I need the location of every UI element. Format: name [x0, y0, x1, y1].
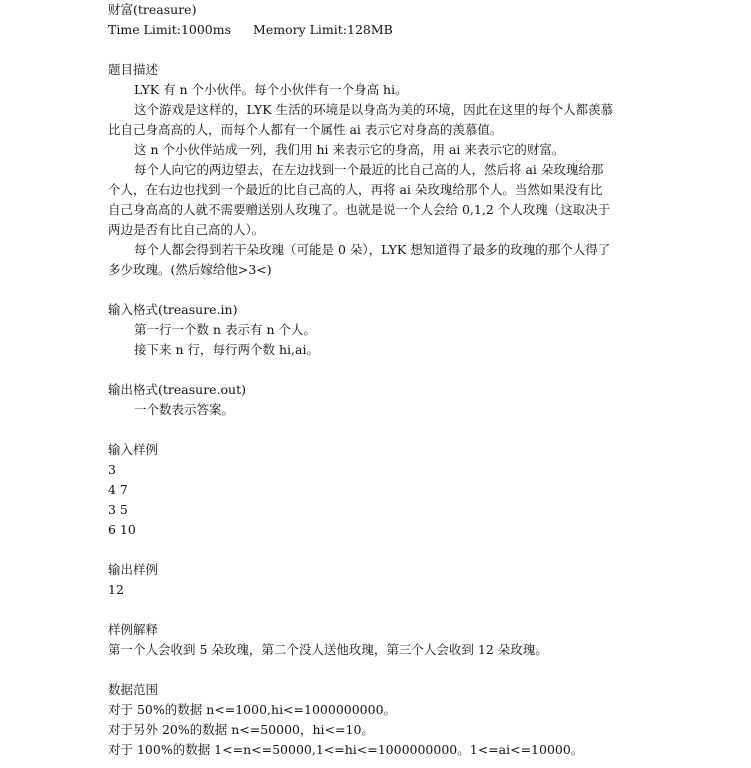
sample-output-line: 12 [108, 582, 124, 597]
description-line: 多少玫瑰。(然后嫁给他>3<) [108, 262, 272, 277]
spacer [108, 660, 648, 680]
description-line: 每个人都会得到若干朵玫瑰（可能是 0 朵），LYK 想知道得了最多的玫瑰的那个人得了 [134, 242, 611, 257]
sample-input-heading: 输入样例 [108, 442, 159, 457]
spacer [108, 40, 648, 60]
description-line: LYK 有 n 个小伙伴。每个小伙伴有一个身高 hi。 [134, 82, 408, 97]
description-line: 比自己身高高的人，而每个人都有一个属性 ai 表示它对身高的羡慕值。 [108, 122, 503, 137]
input-format-line: 接下来 n 行，每行两个数 hi,ai。 [134, 342, 319, 357]
input-format-line: 第一行一个数 n 表示有 n 个人。 [134, 322, 316, 337]
problem-title: 财富(treasure) [108, 2, 197, 17]
sample-output-heading: 输出样例 [108, 562, 159, 577]
explanation-heading: 样例解释 [108, 622, 159, 637]
sample-input-line: 3 [108, 462, 116, 477]
memory-limit: Memory Limit:128MB [253, 22, 393, 37]
spacer [108, 360, 648, 380]
limits-row [108, 20, 648, 40]
explanation-line: 第一个人会收到 5 朵玫瑰，第二个没人送他玫瑰，第三个人会收到 12 朵玫瑰。 [108, 642, 548, 657]
description-heading: 题目描述 [108, 62, 159, 77]
description-line: 这 n 个小伙伴站成一列，我们用 hi 来表示它的身高，用 ai 来表示它的财富。 [134, 142, 565, 157]
description-line: 自己身高高的人就不需要赠送别人玫瑰了。也就是说一个人会给 0,1,2 个人玫瑰（这取决于 [108, 202, 611, 217]
spacer [108, 420, 648, 440]
problem-document [108, 0, 648, 760]
description-line: 个人，在右边也找到一个最近的比自己高的人，再将 ai 朵玫瑰给那个人。当然如果没有比 [108, 182, 603, 197]
constraints-line: 对于 100%的数据 1<=n<=50000,1<=hi<=1000000000。1<=ai<=10000。 [108, 742, 584, 757]
input-format-heading: 输入格式(treasure.in) [108, 302, 238, 317]
spacer [108, 280, 648, 300]
description-line: 这个游戏是这样的，LYK 生活的环境是以身高为美的环境，因此在这里的每个人都羡慕 [134, 102, 614, 117]
sample-input-line: 3 5 [108, 502, 128, 517]
output-format-heading: 输出格式(treasure.out) [108, 382, 247, 397]
constraints-line: 对于 50%的数据 n<=1000,hi<=1000000000。 [108, 702, 397, 717]
description-line: 每个人向它的两边望去，在左边找到一个最近的比自己高的人，然后将 ai 朵玫瑰给那 [134, 162, 604, 177]
output-format-line: 一个数表示答案。 [134, 402, 235, 417]
sample-input-line: 6 10 [108, 522, 136, 537]
sample-input-line: 4 7 [108, 482, 128, 497]
constraints-line: 对于另外 20%的数据 n<=50000，hi<=10。 [108, 722, 374, 737]
spacer [108, 540, 648, 560]
description-line: 两边是否有比自己高的人）。 [108, 222, 265, 237]
time-limit: Time Limit:1000ms [108, 22, 232, 37]
spacer [108, 600, 648, 620]
constraints-heading: 数据范围 [108, 682, 159, 697]
